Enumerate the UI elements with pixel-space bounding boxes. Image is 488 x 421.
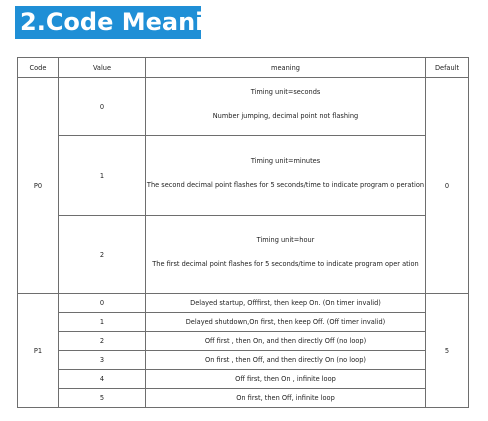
table-row <box>18 370 469 389</box>
meaning-cell: On first, then Off, infinite loop <box>146 389 426 408</box>
table-row <box>18 216 469 294</box>
table-header-row <box>18 58 469 78</box>
table-row <box>18 351 469 370</box>
value-cell: 0 <box>59 294 146 313</box>
value-cell: 2 <box>59 332 146 351</box>
meaning-cell <box>146 136 426 216</box>
value-cell: 4 <box>59 370 146 389</box>
meaning-description: Number jumping, decimal point not flashing <box>212 111 359 120</box>
meaning-cell: On first , then Off, and then directly On (no loop) <box>146 351 426 370</box>
section-title: 2.Code Meaning <box>20 8 238 36</box>
meaning-cell <box>146 78 426 136</box>
value-cell: 0 <box>59 78 146 136</box>
header-meaning: meaning <box>146 58 426 78</box>
default-cell-p1: 5 <box>426 294 469 408</box>
timing-unit-label: Timing unit=seconds <box>250 87 321 96</box>
value-cell: 1 <box>59 313 146 332</box>
meaning-cell: Delayed shutdown,On first, then keep Off. (Off timer invalid) <box>146 313 426 332</box>
table-row <box>18 332 469 351</box>
timing-unit-label: Timing unit=hour <box>256 235 315 244</box>
value-cell: 2 <box>59 216 146 294</box>
meaning-cell: Off first , then On, and then directly Off (no loop) <box>146 332 426 351</box>
value-cell: 1 <box>59 136 146 216</box>
timing-unit-label: Timing unit=minutes <box>250 156 321 165</box>
table-row <box>18 313 469 332</box>
table-row <box>18 136 469 216</box>
meaning-cell: Delayed startup, Offfirst, then keep On. (On timer invalid) <box>146 294 426 313</box>
table-row <box>18 389 469 408</box>
code-cell-p0: P0 <box>18 78 59 294</box>
header-default: Default <box>426 58 469 78</box>
section-title-banner <box>15 6 238 39</box>
header-code: Code <box>18 58 59 78</box>
meaning-description: The second decimal point flashes for 5 seconds/time to indicate program o peration <box>146 180 425 189</box>
value-cell: 3 <box>59 351 146 370</box>
meaning-description: The first decimal point flashes for 5 seconds/time to indicate program oper ation <box>152 259 419 268</box>
table-row <box>18 78 469 136</box>
default-cell-p0: 0 <box>426 78 469 294</box>
code-cell-p1: P1 <box>18 294 59 408</box>
value-cell: 5 <box>59 389 146 408</box>
meaning-cell <box>146 216 426 294</box>
header-value: Value <box>59 58 146 78</box>
code-meaning-table <box>17 57 469 408</box>
table-row <box>18 294 469 313</box>
meaning-cell: Off first, then On , infinite loop <box>146 370 426 389</box>
